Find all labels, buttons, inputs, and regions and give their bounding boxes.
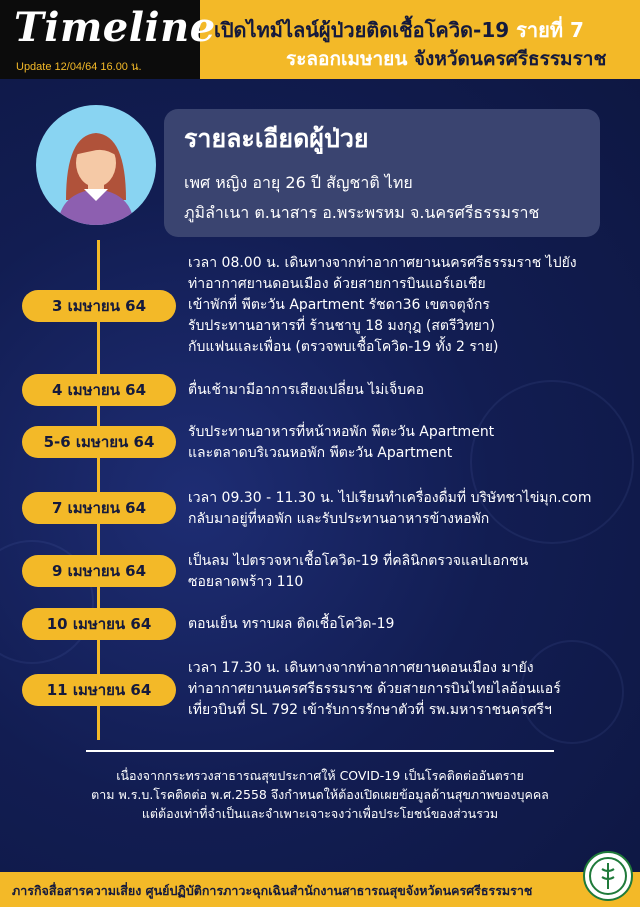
date-pill: 11 เมษายน 64 [22,674,176,706]
event-line: กับแฟนและเพื่อน (ตรวจพบเชื้อโควิด-19 ทั้ง 2 ราย) [188,339,499,355]
headline-line2 [286,44,606,74]
case-number: รายที่ 7 [516,18,584,42]
timeline-event [188,658,561,721]
event-line: รับประทานอาหารที่หน้าหอพัก พีตะวัน Apartment [188,424,495,440]
patient-details-card [164,109,600,237]
event-line: เวลา 08.00 น. เดินทางจากท่าอากาศยานนครศรีธรรมราช ไปยัง [188,255,577,271]
timeline-event [188,253,577,358]
brand-block [0,0,216,79]
date-pill: 5-6 เมษายน 64 [22,426,176,458]
update-timestamp: Update 12/04/64 16.00 น. [16,61,142,73]
date-pill: 7 เมษายน 64 [22,492,176,524]
event-line: ตอนเย็น ทราบผล ติดเชื้อโควิด-19 [188,616,395,632]
female-avatar-icon [36,105,156,225]
notice-line: ตาม พ.ร.บ.โรคติดต่อ พ.ศ.2558 จึงกำหนดให้ต้องเปิดเผยข้อมูลด้านสุขภาพของบุคคล [91,787,549,802]
timeline-event [188,422,494,464]
ministry-of-public-health-logo-icon [583,851,633,901]
event-line: เวลา 09.30 - 11.30 น. ไปเรียนทำเครื่องดื่มที่ บริษัทชาไข่มุก.com [188,490,592,506]
event-line: กลับมาอยู่ที่หอพัก และรับประทานอาหารข้างหอพัก [188,511,490,527]
date-pill: 3 เมษายน 64 [22,290,176,322]
footer-bar [0,872,640,907]
headline-line1 [214,14,584,46]
divider [86,750,554,752]
timeline-event [188,380,424,401]
event-line: และตลาดบริเวณหอพัก พีตะวัน Apartment [188,445,453,461]
brand-title: Timeline [14,4,216,51]
patient-demographics: เพศ หญิง อายุ 26 ปี สัญชาติ ไทย [184,173,413,192]
wave-label: ระลอกเมษายน [286,48,408,70]
footer-credit: ภารกิจสื่อสารความเสี่ยง ศูนย์ปฏิบัติการภาวะฉุกเฉินสำนักงานสาธารณสุขจังหวัดนครศรีธรรมราช [12,883,533,898]
patient-hometown: ภูมิลำเนา ต.นาสาร อ.พระพรหม จ.นครศรีธรรมราช [184,203,540,222]
event-line: ท่าอากาศยานนครศรีธรรมราช ด้วยสายการบินไทยไลอ้อนแอร์ [188,681,561,697]
patient-details-title: รายละเอียดผู้ป่วย [184,124,369,153]
timeline-event [188,614,394,635]
headline-main: เปิดไทม์ไลน์ผู้ป่วยติดเชื้อโควิด-19 [214,18,517,42]
province-label: จังหวัดนครศรีธรรมราช [407,48,607,70]
privacy-notice [0,766,640,823]
event-line: เป็นลม ไปตรวจหาเชื้อโควิด-19 ที่คลินิกตรวจแลปเอกชน [188,553,529,569]
timeline-event [188,488,591,530]
event-line: รับประทานอาหารที่ ร้านชาบู 18 มงกุฎ (สตรีวิทยา) [188,318,496,334]
event-line: ซอยลาดพร้าว 110 [188,574,304,590]
date-pill: 9 เมษายน 64 [22,555,176,587]
event-line: ตื่นเช้ามามีอาการเสียงเปลี่ยน ไม่เจ็บคอ [188,382,425,398]
date-pill: 10 เมษายน 64 [22,608,176,640]
date-pill: 4 เมษายน 64 [22,374,176,406]
event-line: เข้าพักที่ พีตะวัน Apartment รัชดา36 เขตจตุจักร [188,297,490,313]
header-bar [0,0,640,79]
notice-line: เนื่องจากกระทรวงสาธารณสุขประกาศให้ COVID-19 เป็นโรคติดต่ออันตราย [116,768,524,783]
timeline-event [188,551,528,593]
event-line: เที่ยวบินที่ SL 792 เข้ารับการรักษาตัวที่ รพ.มหาราชนครศรีฯ [188,702,552,718]
event-line: เวลา 17.30 น. เดินทางจากท่าอากาศยานดอนเมือง มายัง [188,660,534,676]
event-line: ท่าอากาศยานดอนเมือง ด้วยสายการบินแอร์เอเชีย [188,276,486,292]
notice-line: แต่ต้องเท่าที่จำเป็นและจำเพาะเจาะจงว่าเพื่อประโยชน์ของส่วนรวม [141,806,499,821]
